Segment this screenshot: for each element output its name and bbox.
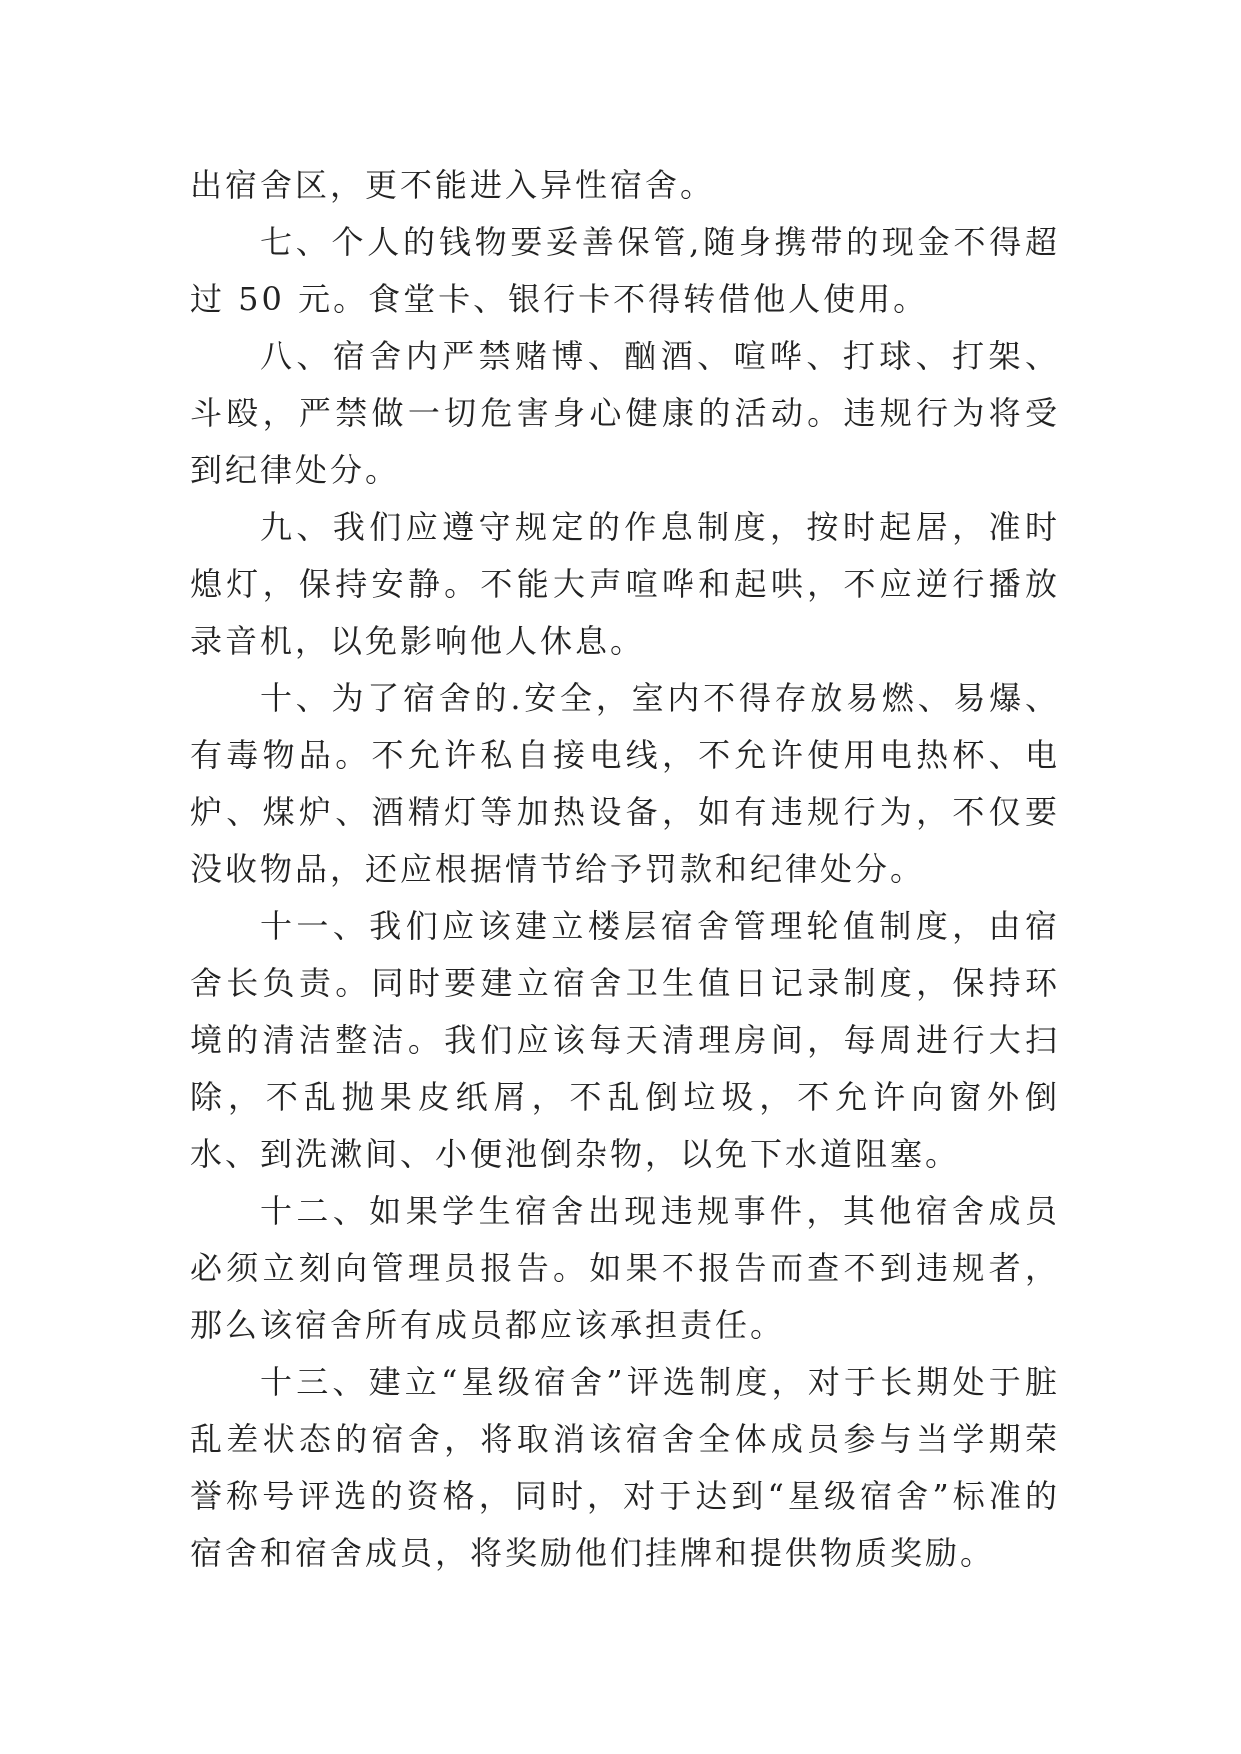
paragraph-rule-10: 十、为了宿舍的.安全，室内不得存放易燃、易爆、有毒物品。不允许私自接电线，不允许使用电热杯、电炉、煤炉、酒精灯等加热设备，如有违规行为，不仅要没收物品，还应根据情节给予罚款和纪律处分。: [190, 679, 1060, 888]
document-body: [190, 157, 1060, 1582]
paragraph-rule-7: 七、个人的钱物要妥善保管,随身携带的现金不得超过 50 元。食堂卡、银行卡不得转借他人使用。: [190, 223, 1060, 318]
paragraph-rule-11: 十一、我们应该建立楼层宿舍管理轮值制度，由宿舍长负责。同时要建立宿舍卫生值日记录制度，保持环境的清洁整洁。我们应该每天清理房间，每周进行大扫除，不乱抛果皮纸屑，不乱倒垃圾，不允许向窗外倒水、到洗漱间、小便池倒杂物，以免下水道阻塞。: [190, 907, 1060, 1173]
paragraph-rule-9: 九、我们应遵守规定的作息制度，按时起居，准时熄灯，保持安静。不能大声喧哗和起哄，不应逆行播放录音机，以免影响他人休息。: [190, 508, 1060, 660]
paragraph-rule-12: 十二、如果学生宿舍出现违规事件，其他宿舍成员必须立刻向管理员报告。如果不报告而查不到违规者，那么该宿舍所有成员都应该承担责任。: [190, 1192, 1060, 1344]
paragraph-rule-8: 八、宿舍内严禁赌博、酗酒、喧哗、打球、打架、斗殴，严禁做一切危害身心健康的活动。违规行为将受到纪律处分。: [190, 337, 1060, 489]
paragraph-continuation: 出宿舍区，更不能进入异性宿舍。: [190, 166, 716, 204]
paragraph-rule-13: 十三、建立“星级宿舍”评选制度，对于长期处于脏乱差状态的宿舍，将取消该宿舍全体成员参与当学期荣誉称号评选的资格，同时，对于达到“星级宿舍”标准的宿舍和宿舍成员，将奖励他们挂牌和提供物质奖励。: [190, 1363, 1060, 1572]
